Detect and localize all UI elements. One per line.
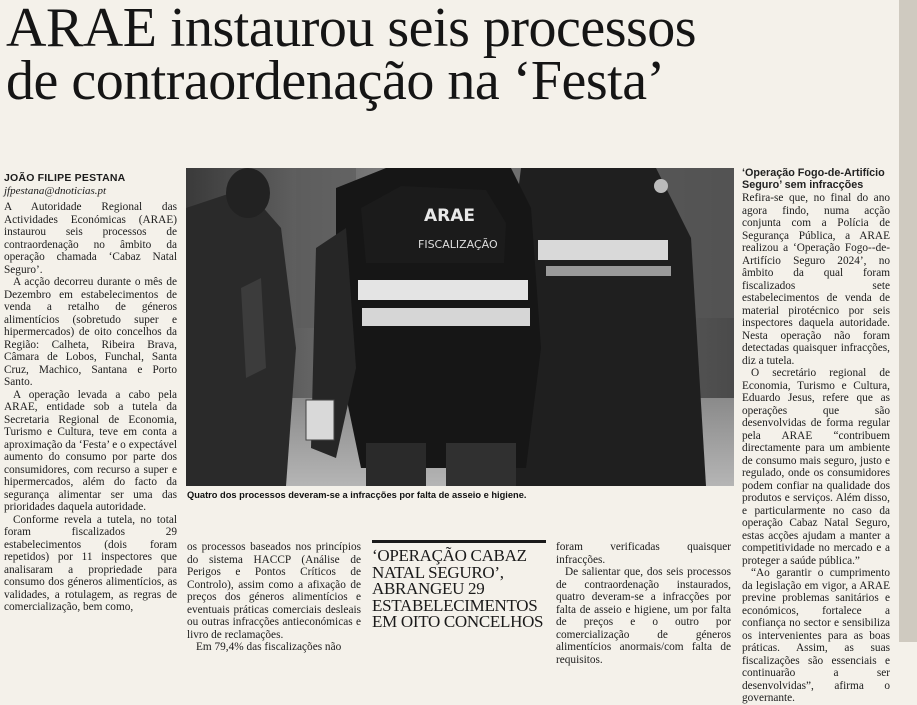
paragraph: os processos baseados nos princípios do sistema HACCP (Análise de Perigos e Pontos Críticos de Controlo), assim como a afixação de preços dos géneros alimentícios e eventuais práticas comerciais desleais ou outras infracções antieconómicas e livro de reclamações.	[187, 541, 361, 641]
headline-line-2: de contraordenação na ‘Festa’	[6, 50, 665, 112]
headline	[6, 0, 906, 112]
pull-quote: ‘OPERAÇÃO CABAZ NATAL SEGURO’, ABRANGEU 29 ESTABELECIMENTOS EM OITO CONCELHOS	[372, 540, 546, 645]
vest-text-fiscalizacao: FISCALIZAÇÃO	[418, 238, 498, 251]
adjacent-page-edge	[899, 0, 917, 642]
article-column-4	[742, 167, 890, 704]
section-subhead: ‘Operação Fogo-de-Artifício Seguro’ sem infracções	[742, 167, 885, 191]
paragraph: A acção decorreu durante o mês de Dezembro em estabelecimentos de venda a retalho de géneros alimentícios (sobretudo super e hipermercados) de oito concelhos da Região: Calheta, Ribeira Brava, Câmara de Lobos, Funchal, Santa Cruz, Machico, Santana e Porto Santo.	[4, 276, 177, 388]
article-photo	[186, 168, 734, 486]
article-column-2	[187, 541, 361, 653]
paragraph: A Autoridade Regional das Actividades Económicas (ARAE) instaurou seis processos de contraordenação no âmbito da operação chamada ‘Cabaz Natal Seguro’.	[4, 201, 177, 276]
paragraph: A operação levada a cabo pela ARAE, entidade sob a tutela da Secretaria Regional de Economia, Turismo e Cultura, teve em conta a aproximação da ‘Festa’ e o expectável aumento do consumo por parte dos consumidores, com recurso a super e hipermercados, além do facto da segurança alimentar ser uma das prioridades daquela autoridade.	[4, 388, 177, 513]
inspectors-photo	[186, 168, 734, 486]
article-column-1	[4, 172, 177, 642]
headline-line-1: ARAE instaurou seis processos	[6, 0, 697, 59]
author-email[interactable]: jfpestana@dnoticias.pt	[4, 185, 107, 197]
paragraph: Em 79,4% das fiscalizações não	[196, 641, 342, 653]
paragraph: “Ao garantir o cumprimento da legislação em vigor, a ARAE previne problemas sanitários e económicos, fortalece a confiança no sector e sensibiliza os intervenientes para as boas práticas. Assim, as suas fiscalizações são essenciais e continuarão a ser desenvolvidas”, afirma o governante.	[742, 567, 890, 704]
vest-text-arae: ARAE	[424, 206, 476, 226]
paragraph: De salientar que, dos seis processos de contraordenação instaurados, quatro deveram-se a infracções por falta de asseio e higiene, um por falta de preços e o outro por comercialização de géneros alimentícios anormais/com falta de requisitos.	[556, 566, 731, 666]
author-name: JOÃO FILIPE PESTANA	[4, 172, 126, 184]
paragraph: O secretário regional de Economia, Turismo e Cultura, Eduardo Jesus, refere que as operações que são desenvolvidas de forma regular pela ARAE “contribuem directamente para um ambiente de consumo mais seguro, justo e regulado, onde os consumidores podem confiar na qualidade dos produtos e serviços. Além disso, e particularmente no caso da operação Cabaz Natal Seguro, estas acções ajudam a manter a competitividade no mercado e a proteger a saúde pública.”	[742, 367, 890, 567]
paragraph: Refira-se que, no final do ano agora findo, numa acção conjunta com a Polícia de Segurança Pública, a ARAE realizou a ‘Operação Fogo--de-Artifício Seguro 2024’, no âmbito da qual foram fiscalizados sete estabelecimentos de venda de material pirotécnico por seis inspectores daquela autoridade. Nesta operação não foram detectadas quaisquer infracções, diz a tutela.	[742, 192, 890, 367]
photo-caption: Quatro dos processos deveram-se a infracções por falta de asseio e higiene.	[187, 490, 527, 500]
paragraph: foram verificadas quaisquer infracções.	[556, 541, 731, 566]
article-column-3	[556, 541, 731, 666]
paragraph: Conforme revela a tutela, no total foram fiscalizados 29 estabelecimentos (dois foram repetidos) por 11 inspectores que analisaram a propriedade para consumo dos géneros alimentícios, as validades, a rotulagem, as regras de comercialização, bem como,	[4, 513, 177, 613]
